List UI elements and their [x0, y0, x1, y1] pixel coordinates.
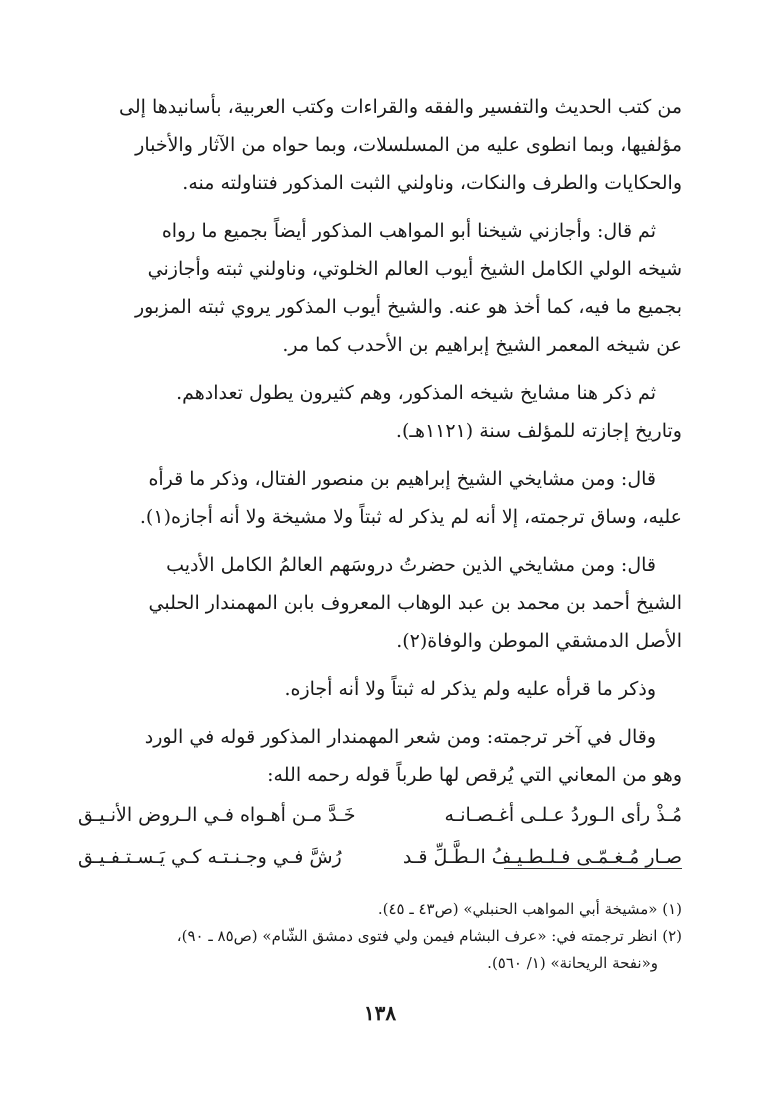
footnote-1: (١) «مشيخة أبي المواهب الحنبلي» (ص٤٣ ـ ٤٥).: [377, 900, 682, 918]
paragraph-2: [78, 212, 682, 364]
verse-first-hemistich: مُـذْ رأى الـوردُ عـلـى أغـصـانـه: [444, 804, 682, 826]
paragraph-1: [78, 88, 682, 202]
text-line: قال: ومن مشايخي الذين حضرتُ دروسَهم العالمُ الكامل الأديب: [166, 554, 656, 576]
paragraph-5: [78, 546, 682, 660]
text-line: والحكايات والطرف والنكات، وناولني الثبت المذكور فتناولته منه.: [182, 172, 682, 194]
footnotes: [78, 896, 682, 977]
footnote-2: (٢) انظر ترجمته في: «عرف البشام فيمن ولي فتوى دمشق الشّام» (ص٨٥ ـ ٩٠)،: [176, 927, 682, 945]
verse-second-hemistich: خَـدَّ مـن أهـواه فـي الـروض الأنـيـق: [78, 804, 356, 826]
text-line: الشيخ أحمد بن محمد بن عبد الوهاب المعروف بابن المهمندار الحلبي: [148, 592, 682, 614]
footnote-separator: [504, 868, 682, 869]
text-line: عن شيخه المعمر الشيخ إبراهيم بن الأحدب كما مر.: [282, 334, 682, 356]
text-line: ثم ذكر هنا مشايخ شيخه المذكور، وهم كثيرون يطول تعدادهم.: [176, 382, 656, 404]
text-line: بجميع ما فيه، كما أخذ هو عنه. والشيخ أيوب المذكور يروي ثبته المزبور: [134, 296, 682, 318]
text-line: قال: ومن مشايخي الشيخ إبراهيم بن منصور الفتال، وذكر ما قرأه: [148, 468, 656, 490]
poem-verse: [78, 836, 682, 878]
text-line: ثم قال: وأجازني شيخنا أبو المواهب المذكور أيضاً بجميع ما رواه: [161, 220, 656, 242]
paragraph-6: [78, 670, 682, 708]
verse-second-hemistich: رُشَّ فـي وجـنـتـه كـي يَـسـتـفـيـق: [78, 846, 342, 868]
text-line: الأصل الدمشقي الموطن والوفاة(٢).: [396, 630, 682, 652]
text-line: وذكر ما قرأه عليه ولم يذكر له ثبتاً ولا أنه أجازه.: [284, 678, 656, 700]
paragraph-4: [78, 460, 682, 536]
page-body: [78, 88, 682, 1025]
text-line: من كتب الحديث والتفسير والفقه والقراءات وكتب العربية، بأسانيدها إلى: [119, 96, 682, 118]
text-line: وهو من المعاني التي يُرقص لها طرباً قوله رحمه الله:: [267, 764, 682, 786]
text-line: وقال في آخر ترجمته: ومن شعر المهمندار المذكور قوله في الورد: [144, 726, 656, 748]
poem-verse: [78, 794, 682, 836]
text-line: مؤلفيها، وبما انطوى عليه من المسلسلات، وبما حواه من الآثار والأخبار: [135, 134, 682, 156]
text-line: عليه، وساق ترجمته، إلا أنه لم يذكر له ثبتاً ولا مشيخة ولا أنه أجازه(١).: [139, 506, 682, 528]
verse-first-hemistich: صـار مُـغـمّـى فـلـطـيـفُ الـطَّـلِّ قـد: [402, 846, 682, 868]
paragraph-3: [78, 374, 682, 450]
footnote-2-continuation: و«نفحة الريحانة» (١/ ٥٦٠).: [487, 954, 658, 972]
text-line: شيخه الولي الكامل الشيخ أيوب العالم الخلوتي، وناولني ثبته وأجازني: [147, 258, 682, 280]
paragraph-7: [78, 718, 682, 794]
page-number: ١٣٨: [363, 1001, 397, 1025]
text-line: وتاريخ إجازته للمؤلف سنة (١١٢١هـ).: [395, 420, 682, 442]
